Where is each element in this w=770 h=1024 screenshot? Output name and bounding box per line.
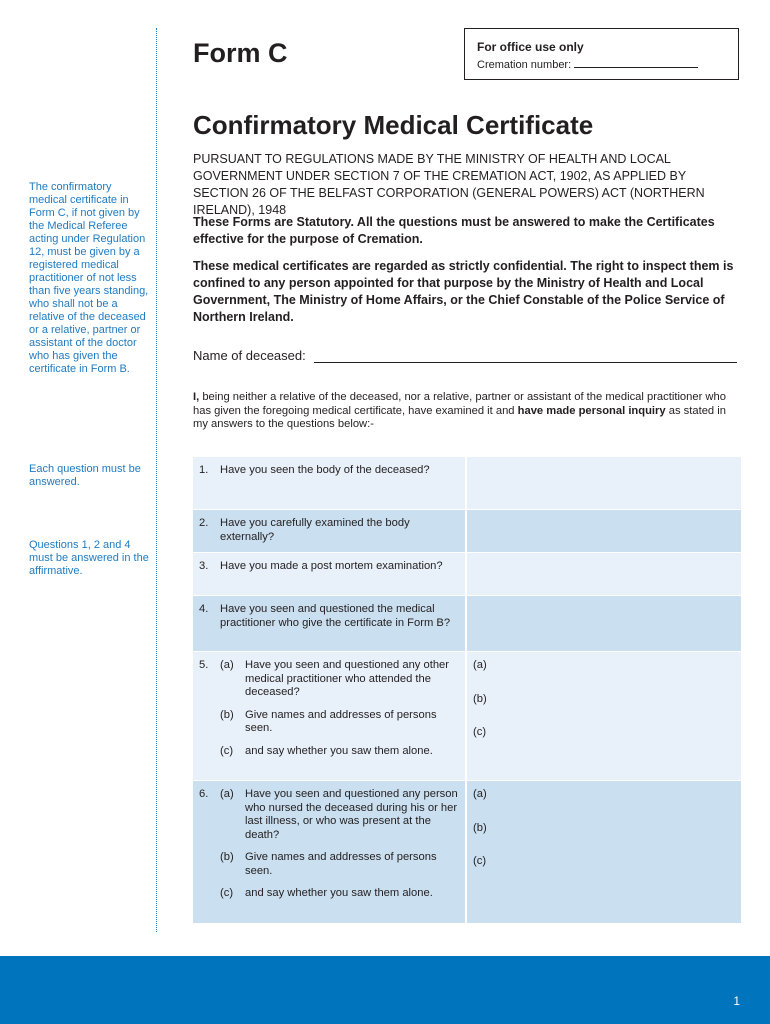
form-title: Form C (193, 38, 288, 68)
question-number: 4. (199, 603, 209, 615)
sub-question (220, 659, 459, 700)
answer-cell-1[interactable] (465, 457, 741, 509)
question-cell (193, 596, 465, 651)
sub-question (220, 709, 459, 736)
question-text: Have you made a post mortem examination? (220, 560, 443, 572)
question-cell (193, 652, 465, 780)
confidentiality-notice: These medical certificates are regarded as strictly confidential. The right to inspect them is confined to any person appointed for that purpose by the Ministry of Health and Local Government, The Ministry of Home Affairs, or the Chief Constable of the Police Service of Northern Ireland. (193, 259, 734, 324)
sub-question-text: Give names and addresses of persons seen. (245, 708, 437, 734)
certificate-title: Confirmatory Medical Certificate (193, 110, 594, 140)
pursuant-statement: PURSUANT TO REGULATIONS MADE BY THE MINISTRY OF HEALTH AND LOCAL GOVERNMENT UNDER SECTION 7 OF THE CREMATION ACT, 1902, AS APPLIED BY SECTION 26 OF THE BELFAST CORPORATION (GENERAL POWERS) ACT (NORTHERN IRELAND), 1948 (193, 152, 705, 217)
question-row (193, 457, 741, 510)
sub-question (220, 745, 459, 759)
margin-divider (156, 28, 157, 932)
question-number: 1. (199, 464, 209, 476)
side-note-answer-all: Each question must be answered. (29, 463, 141, 488)
answer-cell-3[interactable] (465, 553, 741, 595)
declaration-text-1: being neither a relative of the deceased, nor a relative, partner or assistant of the medical practitioner who has given the foregoing medical certificate, have examined it and (193, 391, 726, 417)
sub-question-label: (c) (220, 887, 234, 899)
answer-label: (a) (473, 788, 487, 800)
side-note-eligibility: The confirmatory medical certificate in Form C, if not given by the Medical Referee acting under Regulation 12, must be given by a registered medical practitioner of not less than five years standing, who shall not be a relative of the deceased or a relative, partner or assistant of the doctor who has given the certificate in Form B. (29, 181, 149, 375)
questions-table (193, 457, 741, 924)
deceased-name-label: Name of deceased: (193, 348, 306, 363)
deceased-name-field[interactable] (314, 350, 737, 363)
sub-question (220, 788, 459, 842)
question-text: Have you seen the body of the deceased? (220, 464, 430, 476)
question-text: Have you carefully examined the body externally? (220, 517, 410, 543)
question-number: 2. (199, 517, 209, 529)
question-subparts (220, 659, 459, 774)
declaration-text-2: as stated in my answers to the questions below:- (193, 404, 726, 430)
answer-cell-2[interactable] (465, 510, 741, 552)
office-use-title: For office use only (477, 40, 584, 54)
answer-cell-5[interactable] (465, 652, 741, 780)
answer-label: (b) (473, 821, 487, 834)
question-cell (193, 553, 465, 595)
question-number: 6. (199, 788, 209, 800)
question-number: 5. (199, 659, 209, 671)
sub-question-text: Have you seen and questioned any other medical practitioner who attended the deceased? (245, 659, 450, 698)
cremation-number-label: Cremation number: (477, 59, 572, 71)
sub-question-text: Give names and addresses of persons seen. (245, 851, 437, 877)
answer-cell-6[interactable] (465, 781, 741, 923)
question-row (193, 596, 741, 652)
footer-band (0, 956, 770, 1024)
question-row (193, 510, 741, 553)
sub-question-label: (b) (220, 708, 234, 721)
question-subparts (220, 788, 459, 917)
sub-question (220, 887, 459, 901)
sub-question (220, 851, 459, 878)
statutory-notice: These Forms are Statutory. All the questions must be answered to make the Certificates effective for the purpose of Cremation. (193, 215, 715, 246)
sub-question-label: (b) (220, 851, 234, 863)
sub-question-text: and say whether you saw them alone. (245, 744, 433, 757)
declaration-bold-mid: have made personal inquiry (517, 404, 666, 417)
question-row (193, 553, 741, 596)
declaration-bold-start: I, (193, 391, 200, 403)
deceased-name-row (193, 348, 737, 363)
office-use-box (464, 28, 739, 80)
question-cell (193, 457, 465, 509)
side-note-affirmative: Questions 1, 2 and 4 must be answered in the affirmative. (29, 539, 149, 577)
sub-question-text: Have you seen and questioned any person who nursed the deceased during his or her last illness, or who was present at the death? (245, 788, 458, 841)
answer-label: (c) (473, 726, 487, 738)
question-row (193, 652, 741, 781)
cremation-number-field[interactable] (574, 58, 698, 68)
page-number: 1 (733, 994, 740, 1008)
sub-question-label: (c) (220, 744, 234, 757)
question-text: Have you seen and questioned the medical practitioner who give the certificate in Form B? (220, 603, 451, 629)
question-cell (193, 510, 465, 552)
question-row (193, 781, 741, 924)
answer-label: (a) (473, 659, 487, 671)
cremation-number-row (477, 58, 726, 71)
question-cell (193, 781, 465, 923)
sub-question-label: (a) (220, 788, 234, 800)
sub-question-text: and say whether you saw them alone. (245, 887, 433, 899)
declaration-statement (193, 391, 741, 432)
question-number: 3. (199, 560, 209, 572)
answer-cell-4[interactable] (465, 596, 741, 651)
answer-label: (c) (473, 855, 487, 867)
sub-question-label: (a) (220, 659, 234, 671)
answer-label: (b) (473, 692, 487, 705)
